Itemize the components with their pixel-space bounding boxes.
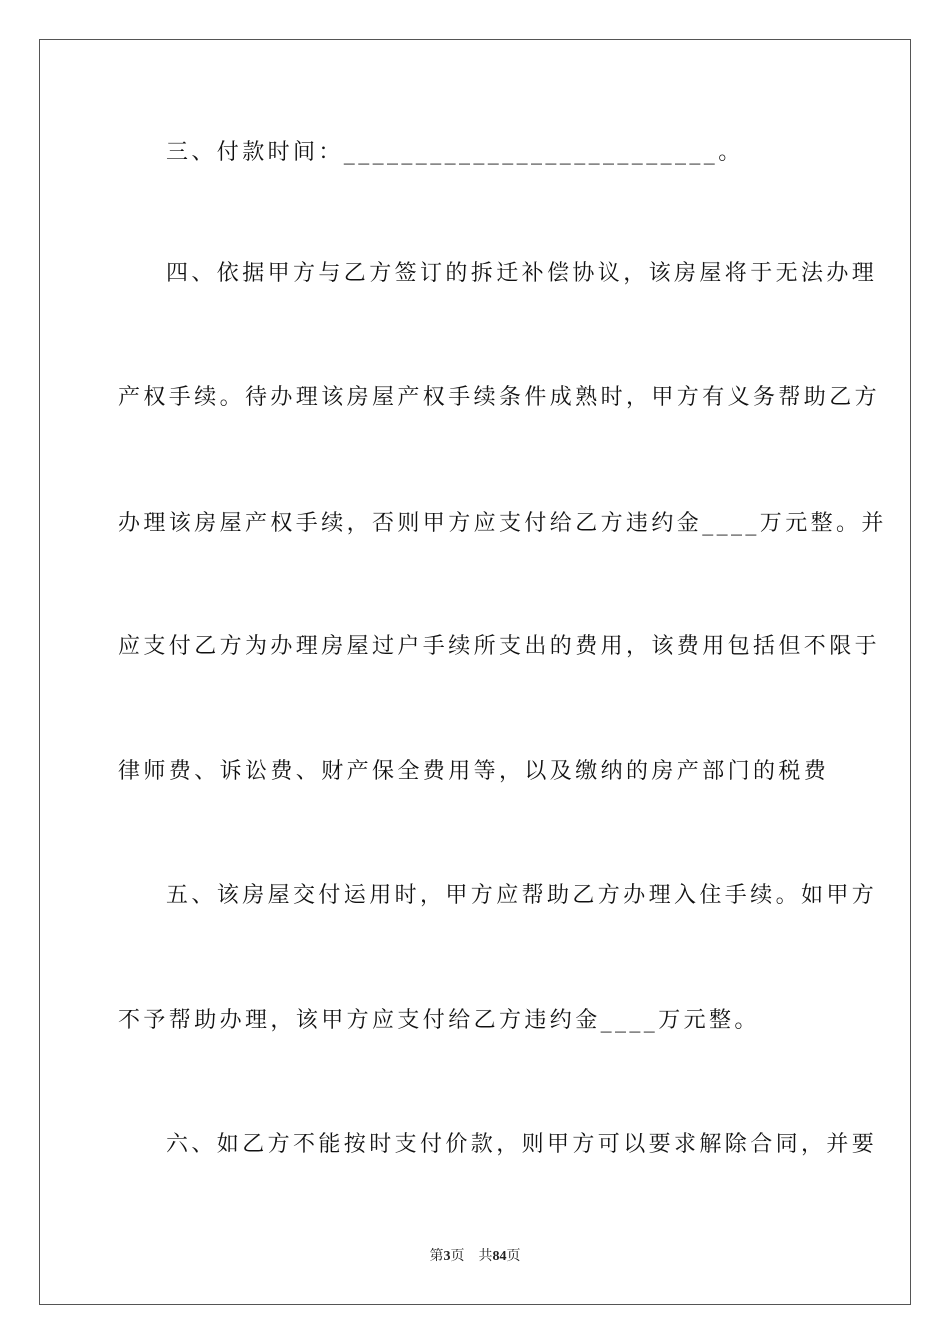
total-suffix: 页 (506, 1249, 521, 1264)
page-border (39, 39, 911, 1305)
page-prefix: 第 (429, 1249, 444, 1264)
page-footer (0, 1247, 950, 1267)
clause-6-line-1: 六、如乙方不能按时支付价款，则甲方可以要求解除合同，并要 (166, 1132, 878, 1157)
clause-3-line: 三、付款时间：__________________________。 (166, 140, 744, 165)
clause-5-line-2: 不予帮助办理，该甲方应支付给乙方违约金____万元整。 (118, 1008, 760, 1033)
page-suffix: 页 (450, 1249, 465, 1264)
total-pages-number: 84 (492, 1249, 507, 1264)
clause-4-line-5: 律师费、诉讼费、财产保全费用等，以及缴纳的房产部门的税费 (118, 759, 830, 784)
clause-5-line-1: 五、该房屋交付运用时，甲方应帮助乙方办理入住手续。如甲方 (166, 883, 878, 908)
clause-4-line-4: 应支付乙方为办理房屋过户手续所支出的费用，该费用包括但不限于 (118, 634, 881, 659)
clause-4-line-3: 办理该房屋产权手续，否则甲方应支付给乙方违约金____万元整。并 (118, 511, 887, 536)
clause-4-line-2: 产权手续。待办理该房屋产权手续条件成熟时，甲方有义务帮助乙方 (118, 385, 881, 410)
current-page-number: 3 (443, 1249, 451, 1264)
total-prefix: 共 (478, 1249, 493, 1264)
clause-4-line-1: 四、依据甲方与乙方签订的拆迁补偿协议，该房屋将于无法办理 (166, 261, 878, 286)
